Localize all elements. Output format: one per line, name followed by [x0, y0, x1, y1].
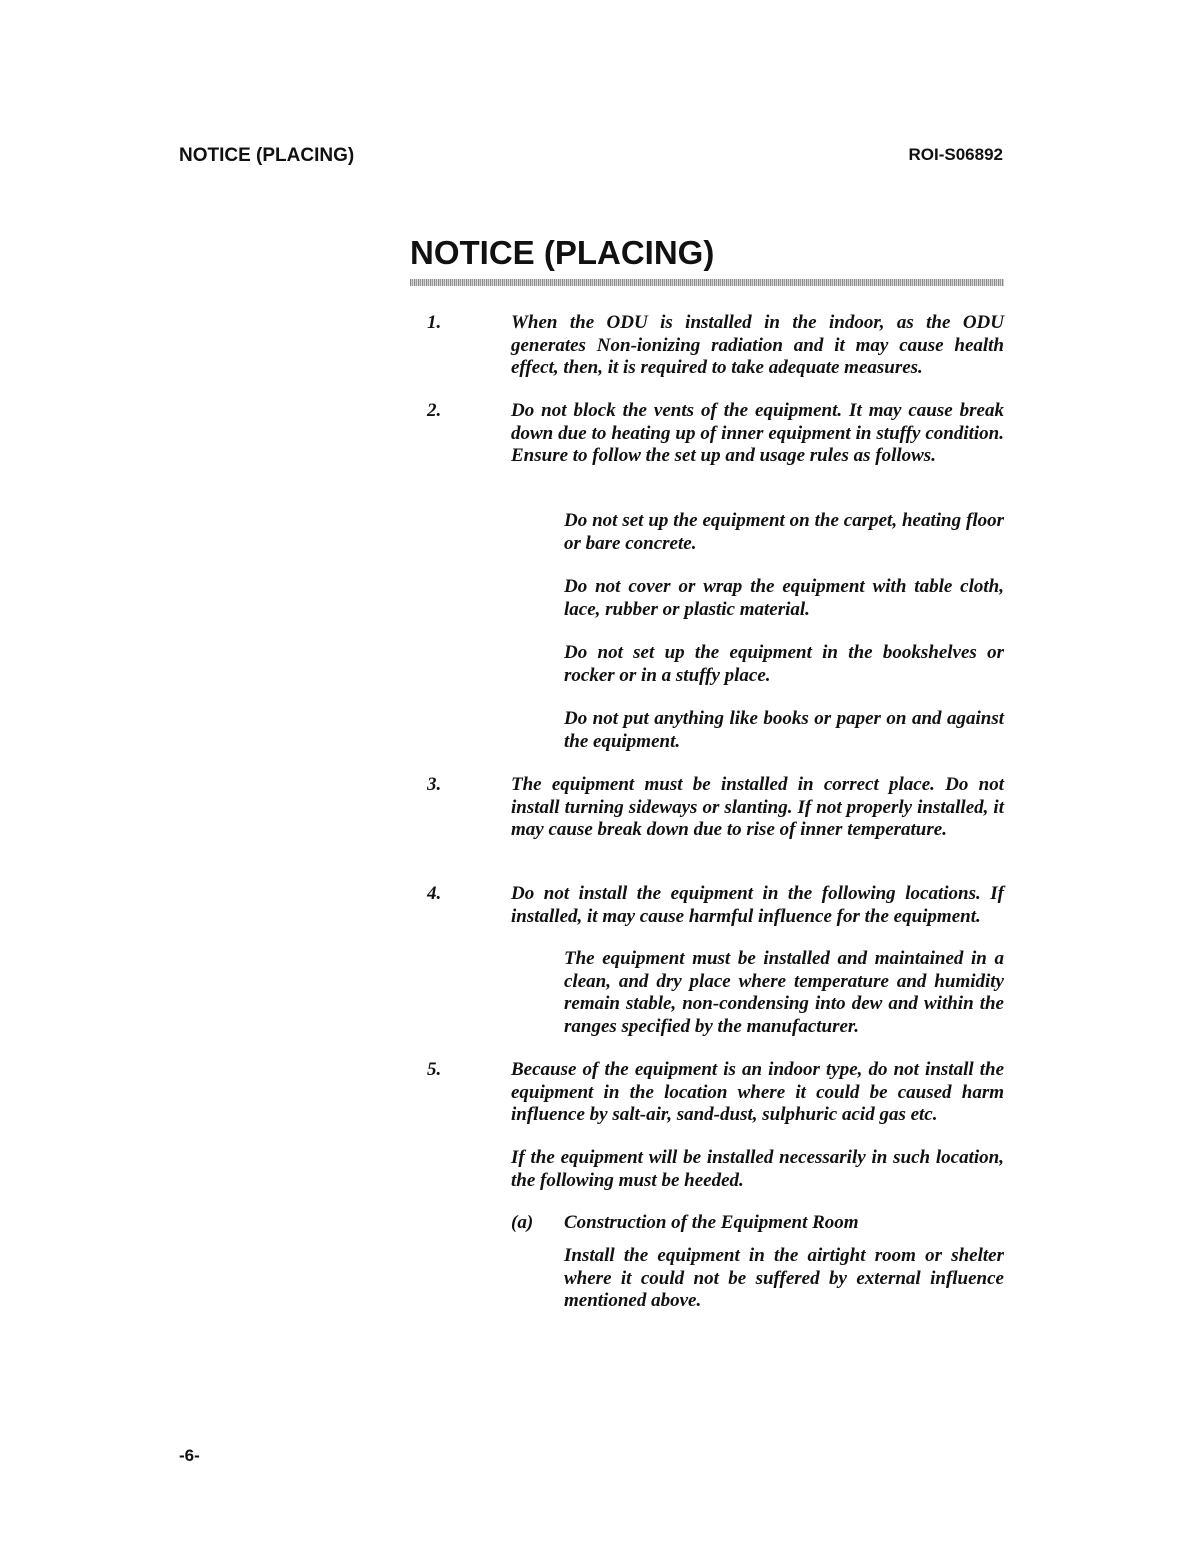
item-text: Do not install the equipment in the following locations. If installed, it may cause harmful influence for the equipment.	[511, 883, 1004, 927]
item-number: 4.	[427, 883, 442, 904]
page-title: NOTICE (PLACING)	[410, 234, 715, 271]
item-number: 2.	[427, 400, 442, 421]
item-text: When the ODU is installed in the indoor, as the ODU generates Non-ionizing radiation and it may cause health effect, then, it is required to take adequate measures.	[511, 312, 1004, 378]
item-number: 1.	[427, 312, 442, 333]
sub-rule-bookshelves: Do not set up the equipment in the bookshelves or rocker or in a stuffy place.	[564, 642, 1004, 686]
item-text: Do not block the vents of the equipment. It may cause break down due to heating up of inner equipment in stuffy condition. Ensure to follow the set up and usage rules as follows.	[511, 400, 1004, 466]
document-id: ROI-S06892	[908, 145, 1003, 164]
page-number: -6-	[179, 1446, 200, 1465]
item-number: 3.	[427, 774, 442, 795]
sub-rule-cover: Do not cover or wrap the equipment with table cloth, lace, rubber or plastic material.	[564, 576, 1004, 620]
title-rule	[410, 279, 1004, 286]
item-text: The equipment must be installed in correct place. Do not install turning sideways or slanting. If not properly installed, it may cause break down due to rise of inner temperature.	[511, 774, 1004, 840]
item-text: Because of the equipment is an indoor type, do not install the equipment in the location where it could be caused harm influence by salt-air, sand-dust, sulphuric acid gas etc.	[511, 1059, 1004, 1125]
item-5-followup-text: If the equipment will be installed necessarily in such location, the following must be heeded.	[511, 1147, 1004, 1191]
sub-para-heading: Construction of the Equipment Room	[564, 1212, 859, 1233]
sub-rule-books-paper: Do not put anything like books or paper on and against the equipment.	[564, 708, 1004, 752]
sub-rule-environment: The equipment must be installed and maintained in a clean, and dry place where temperature and humidity remain stable, non-condensing into dew and within the ranges specified by the manufacturer.	[564, 948, 1004, 1037]
sub-para-text: Install the equipment in the airtight room or shelter where it could not be suffered by external influence mentioned above.	[564, 1245, 1004, 1311]
running-header-title: NOTICE (PLACING)	[179, 145, 355, 166]
sub-para-label: (a)	[511, 1212, 534, 1233]
sub-rule-carpet: Do not set up the equipment on the carpet, heating floor or bare concrete.	[564, 510, 1004, 554]
item-number: 5.	[427, 1059, 442, 1080]
